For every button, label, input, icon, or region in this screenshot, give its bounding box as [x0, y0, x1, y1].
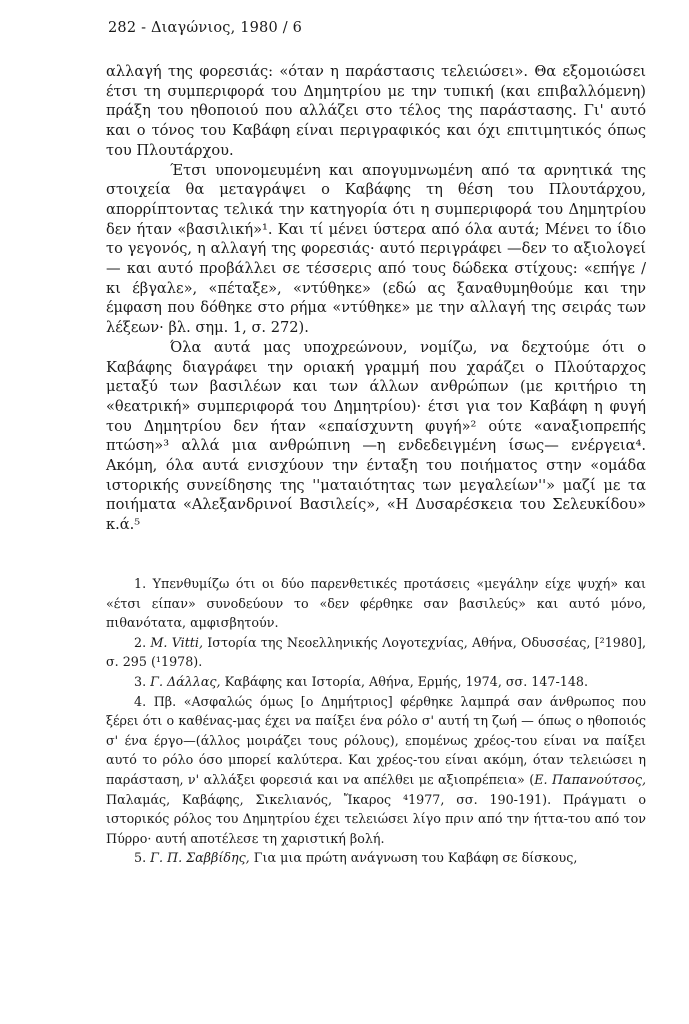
footnote-5 — [106, 848, 646, 868]
footnote-text: Παλαμάς, Καβάφης, Σικελιανός, Ἴκαρος ⁴1977, σσ. 190-191). Πράγματι ο ιστορικός ρόλος του Δημητρίου έχει τελειώσει λίγο πριν από την ήττα-του από τον Πύρρο· αυτή αποτέλεσε τη χαριστική βολή. — [106, 791, 646, 846]
footnote-author: Γ. Δάλλας, — [150, 673, 221, 689]
running-head: 282 - Διαγώνιος, 1980 / 6 — [108, 20, 303, 36]
footnote-text: Καβάφης και Ιστορία, Αθήνα, Ερμής, 1974, σσ. 147-148. — [220, 673, 589, 689]
footnote-number: 5. — [134, 850, 151, 866]
footnote-text: Για μια πρώτη ανάγνωση του Καβάφη σε δίσκους, — [249, 850, 578, 866]
paragraph: Έτσι υπονομευμένη και απογυμνωμένη από τα αρνητικά της στοιχεία θα μεταγράψει ο Καβάφης τη θέση του Πλουτάρχου, απορρίπτοντας τελικά την κατηγορία ότι η συμπεριφορά του Δημητρίου δεν ήταν «βασιλική»¹. Και τί μένει ύστερα από όλα αυτά; Μένει το ίδιο το γεγονός, η αλλαγή της φορεσιάς· αυτό περιγράφει —δεν το αξιολογεί— και αυτό προβάλλει σε τέσσερις από τους δώδεκα στίχους: «επήγε / κι έβγαλε», «πέταξε», «ντύθηκε» (εδώ ας ξαναθυμηθούμε και την έμφαση που δόθηκε στο ρήμα «ντύθηκε» με την αλλαγή της σειράς των λέξεων· βλ. σημ. 1, σ. 272). — [106, 161, 646, 337]
footnote-author: Ε. Παπανούτσος, — [534, 771, 647, 787]
footnote-4 — [106, 692, 646, 849]
paragraph: Όλα αυτά μας υποχρεώνουν, νομίζω, να δεχτούμε ότι ο Καβάφης διαγράφει την οριακή γραμμή που χαράζει ο Πλούταρχος μεταξύ των βασιλέων και των άλλων ανθρώπων (με κριτήριο τη «θεατρική» συμπεριφορά του Δημητρίου)· έτσι για τον Καβάφη η φυγή του Δημητρίου δεν ήταν «επαίσχυντη φυγή»² ούτε «αναξιοπρεπής πτώση»³ αλλά μια ανθρώπινη —η ενδεδειγμένη ίσως— ενέργεια⁴. Ακόμη, όλα αυτά ενισχύουν την ένταξη του ποιήματος στην «ομάδα ιστορικής συνείδησης της ''ματαιότητας των μεγαλείων''» μαζί με τα ποιήματα «Αλεξανδρινοί Βασιλείς», «Η Δυσαρέσκεια του Σελευκίδου» κ.ά.⁵ — [106, 338, 646, 534]
footnotes — [106, 574, 646, 868]
footnote-author: M. Vitti, — [150, 634, 203, 650]
footnote-number: 3. — [134, 673, 151, 689]
main-text — [106, 62, 646, 535]
footnote-2 — [106, 633, 646, 672]
footnote-text: Ιστορία της Νεοελληνικής Λογοτεχνίας, Αθήνα, Οδυσσέας, [²1980], σ. 295 (¹1978). — [106, 634, 646, 670]
footnote-text: 4. Πβ. «Ασφαλώς όμως [ο Δημήτριος] φέρθηκε λαμπρά σαν άνθρωπος που ξέρει ότι ο καθένας-μας έχει να παίξει ένα ρόλο σ' αυτή τη ζωή — όπως ο ηθοποιός σ' ένα έργο—(άλλος μοιράζει τους ρόλους), επομένως χρέος-του είναι να παίξει αυτό το ρόλο όσο μπορεί καλύτερα. Και χρέος-του είναι ακόμη, όταν τελειώσει η παράσταση, ν' αλλάξει φορεσιά και να απέλθει με αξιοπρέπεια» ( — [106, 693, 646, 787]
footnote-1: 1. Υπενθυμίζω ότι οι δύο παρενθετικές προτάσεις «μεγάλην είχε ψυχή» και «έτσι είπαν» συνοδεύουν το «δεν φέρθηκε σαν βασιλεύς» και αυτό μόνο, πιθανότατα, αμφισβητούν. — [106, 576, 646, 631]
footnote-author: Γ. Π. Σαββίδης, — [150, 850, 250, 866]
footnote-number: 2. — [134, 634, 151, 650]
footnote-3 — [106, 672, 646, 692]
paragraph: αλλαγή της φορεσιάς: «όταν η παράστασις τελειώσει». Θα εξομοιώσει έτσι τη συμπεριφορά του Δημητρίου με την τυπική (και επιβαλλόμενη) πράξη του ηθοποιού που αλλάζει στο τέλος της παράστασης. Γι' αυτό και ο τόνος του Καβάφη είναι περιγραφικός και όχι επιτιμητικός όπως του Πλουτάρχου. — [106, 63, 646, 159]
